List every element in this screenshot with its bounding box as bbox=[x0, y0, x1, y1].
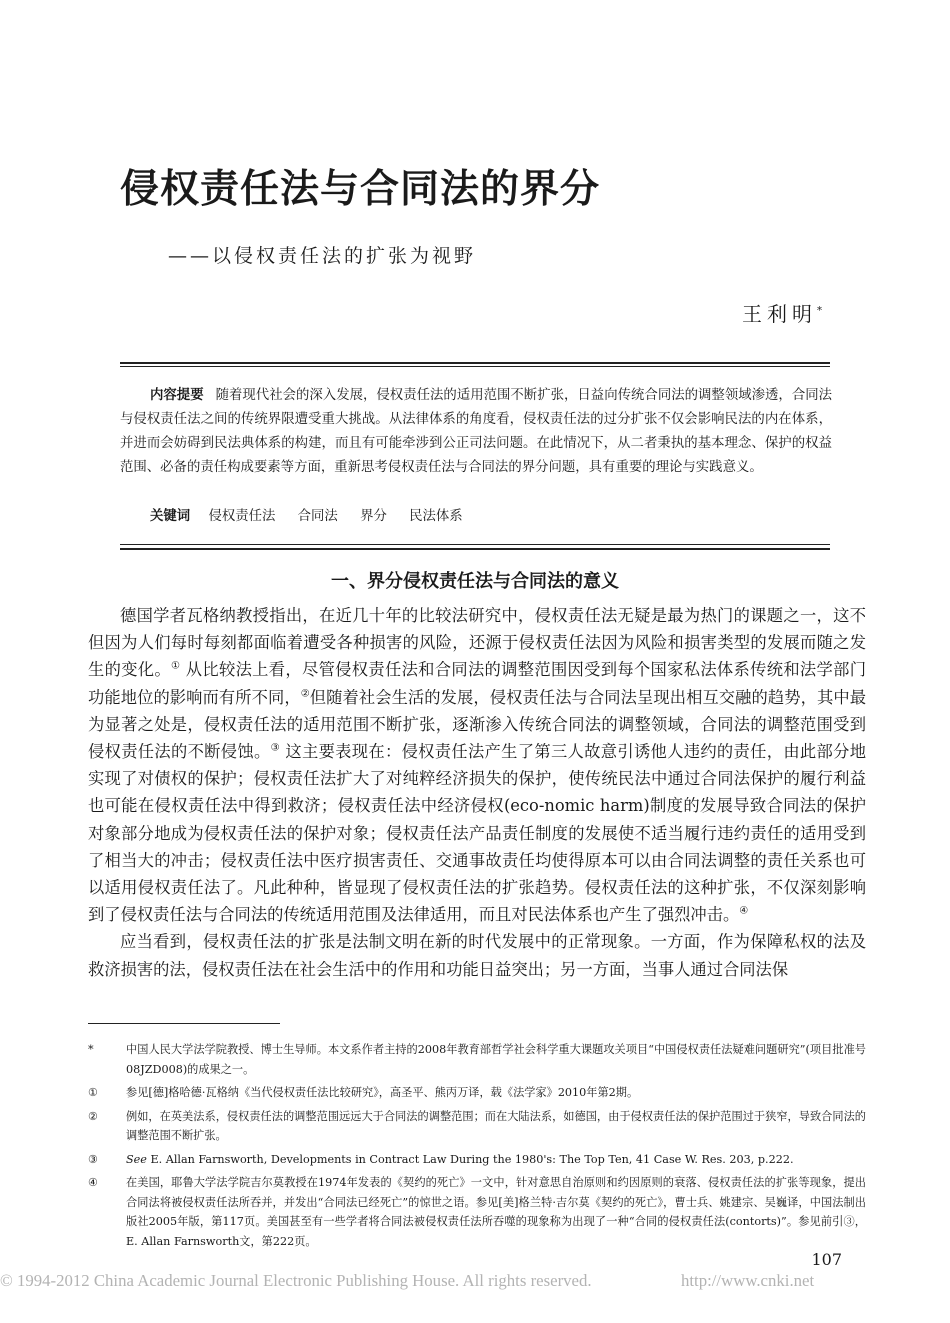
text-run: 这主要表现在：侵权责任法产生了第三人故意引诱他人违约的责任，由此部分地实现了对债权的保护；侵权责任法扩大了对纯粹经济损失的保护，使传统民法中通过合同法保护的履行利益也可能在侵权责任法中得到救济；侵权责任法中经济侵权(eco-nomic harm)制度的发展导致合同法的保护对象部分地成为侵权责任法的保护对象；侵权责任法产品责任制度的发展使不适当履行违约责任的适用受到了相当大的冲击；侵权责任法中医疗损害责任、交通事故责任均使得原本可以由合同法调整的责任关系也可以适用侵权责任法了。凡此种种，皆显现了侵权责任法的扩张趋势。侵权责任法的这种扩张，不仅深刻影响到了侵权责任法与合同法的传统适用范围及法律适用，而且对民法体系也产生了强烈冲击。 bbox=[88, 742, 867, 925]
footnotes bbox=[88, 1040, 866, 1255]
footnote-text: 在美国，耶鲁大学法学院吉尔莫教授在1974年发表的《契约的死亡》一文中，针对意思自治原则和约因原则的衰落、侵权责任法的扩张等现象，提出合同法将被侵权责任法所吞并，并发出“合同法已经死亡”的惊世之语。参见[美]格兰特·吉尔莫《契约的死亡》，曹士兵、姚建宗、吴巍译，中国法制出版社2005年版，第117页。美国甚至有一些学者将合同法被侵权责任法所吞噬的现象称为出现了一种“合同的侵权责任法(contorts)”。参见前引③，E. Allan Farnsworth文，第222页。 bbox=[126, 1176, 866, 1248]
footnote-mark: * bbox=[88, 1043, 94, 1056]
footnote-text: 中国人民大学法学院教授、博士生导师。本文系作者主持的2008年教育部哲学社会科学重大课题攻关项目“中国侵权责任法疑难问题研究”(项目批准号08JZD008)的成果之一。 bbox=[126, 1043, 866, 1076]
abstract-label: 内容提要 bbox=[150, 388, 204, 403]
page-number: 107 bbox=[811, 1250, 842, 1269]
footnote bbox=[88, 1173, 866, 1251]
text-run: 但随着社会生活的发展，侵权责任法与合同法呈现出相互交融的趋势，其中最为显著之处是，侵权责任法的适用范围不断扩张，逐渐渗入传统合同法的调整领域，合同法的调整范围受到侵权责任法的不断侵蚀。 bbox=[88, 687, 866, 762]
keyword: 合同法 bbox=[297, 509, 338, 524]
text-run: 应当看到，侵权责任法的扩张是法制文明在新的时代发展中的正常现象。一方面，作为保障私权的法及救济损害的法，侵权责任法在社会生活中的作用和功能日益突出；另一方面，当事人通过合同法保 bbox=[88, 932, 866, 979]
see-signal: See bbox=[126, 1152, 147, 1166]
footnote-mark: ③ bbox=[88, 1152, 99, 1166]
article-title: 侵权责任法与合同法的界分 bbox=[120, 166, 601, 212]
copyright-watermark bbox=[0, 1271, 950, 1291]
body-text bbox=[88, 602, 866, 983]
footnote bbox=[88, 1107, 866, 1146]
footnote-ref[interactable]: ③ bbox=[270, 742, 280, 754]
cnki-url[interactable]: http://www.cnki.net bbox=[681, 1271, 815, 1290]
text-run: 德国学者瓦格纳教授指出，在近几十年的比较法研究中，侵权责任法无疑是最为热门的课题之一，这不但因为人们每时每刻都面临着遭受各种损害的风险，还源于侵权责任法因为风险和损害类型的发展而随之发生的变化。 bbox=[88, 606, 866, 680]
footnote-mark: ② bbox=[88, 1109, 99, 1123]
text-run: 从比较法上看，尽管侵权责任法和合同法的调整范围因受到每个国家私法体系传统和法学部门功能地位的影响而有所不同， bbox=[88, 660, 866, 707]
abstract-bottom-rule bbox=[120, 548, 830, 550]
copyright-text: © 1994-2012 China Academic Journal Electronic Publishing House. All rights reserved. bbox=[0, 1271, 592, 1290]
abstract-text: 随着现代社会的深入发展，侵权责任法的适用范围不断扩张，日益向传统合同法的调整领域渗透，合同法与侵权责任法之间的传统界限遭受重大挑战。从法律体系的角度看，侵权责任法的过分扩张不仅会影响民法的内在体系，并进而会妨碍到民法典体系的构建，而且有可能牵涉到公正司法问题。在此情况下，从二者秉执的基本理念、保护的权益范围、必备的责任构成要素等方面，重新思考侵权责任法与合同法的界分问题，具有重要的理论与实践意义。 bbox=[120, 388, 833, 475]
footnote bbox=[88, 1083, 866, 1103]
footnote-separator bbox=[88, 1023, 280, 1024]
citation-text: E. Allan Farnsworth, Developments in Contract Law During the 1980's: The Top Ten, 41 Case W. Res. 203, p.222. bbox=[146, 1152, 794, 1166]
paragraph bbox=[88, 928, 866, 982]
footnote-ref[interactable]: ① bbox=[171, 660, 181, 672]
footnote-ref[interactable]: ② bbox=[300, 688, 310, 700]
section-heading: 一、界分侵权责任法与合同法的意义 bbox=[331, 571, 619, 592]
abstract bbox=[120, 384, 832, 480]
keyword: 侵权责任法 bbox=[208, 509, 276, 524]
footnote-text bbox=[126, 1150, 866, 1170]
paragraph bbox=[88, 602, 866, 928]
footnote bbox=[88, 1040, 866, 1079]
article-subtitle: ——以侵权责任法的扩张为视野 bbox=[168, 245, 477, 267]
keywords-label: 关键词 bbox=[150, 509, 191, 524]
footnote bbox=[88, 1150, 866, 1170]
footnote-mark: ④ bbox=[88, 1176, 99, 1189]
abstract-top-rule bbox=[120, 362, 830, 364]
author-footnote-mark: * bbox=[817, 305, 822, 317]
footnote-ref[interactable]: ④ bbox=[739, 905, 749, 917]
footnote-mark: ① bbox=[88, 1086, 99, 1099]
footnote-text: 例如，在英美法系，侵权责任法的调整范围远远大于合同法的调整范围；而在大陆法系，如德国，由于侵权责任法的保护范围过于狭窄，导致合同法的调整范围不断扩张。 bbox=[126, 1109, 866, 1142]
abstract-bottom-rule-thin bbox=[120, 544, 830, 545]
author-name-text: 王利明 bbox=[742, 302, 817, 326]
author-name bbox=[742, 298, 822, 327]
keywords bbox=[150, 505, 481, 529]
keyword: 界分 bbox=[360, 509, 387, 524]
abstract-top-rule-thin bbox=[120, 366, 830, 367]
footnote-text: 参见[德]格哈德·瓦格纳《当代侵权责任法比较研究》，高圣平、熊丙万译，载《法学家》2010年第2期。 bbox=[126, 1086, 639, 1099]
keyword: 民法体系 bbox=[409, 509, 463, 524]
